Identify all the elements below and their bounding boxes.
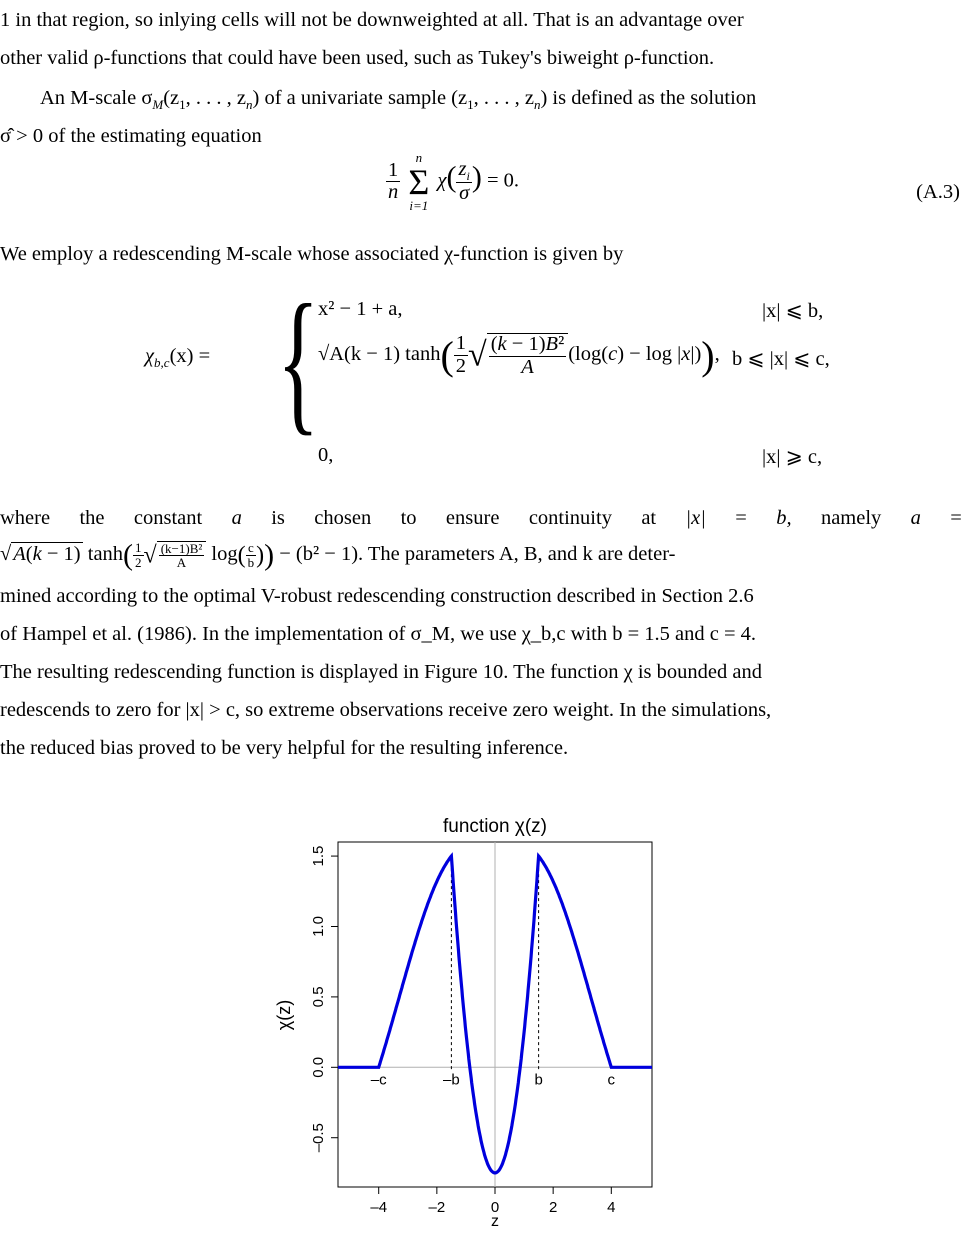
- y-tick-label: 0.5: [310, 986, 327, 1008]
- x-tick-label: 4: [607, 1199, 616, 1216]
- word: b,: [776, 507, 792, 529]
- x-tick-label: –2: [428, 1199, 446, 1216]
- text-line: the reduced bias proved to be very helpful for the resulting inference.: [0, 737, 569, 759]
- word: |x|: [685, 507, 706, 529]
- word: namely: [820, 507, 882, 529]
- text-line: The resulting redescending function is displayed in Figure 10. The function χ is bounded and: [0, 661, 762, 683]
- marker-label: –b: [443, 1071, 460, 1089]
- word: =: [735, 507, 747, 529]
- y-tick-label: 1.5: [310, 845, 327, 867]
- case-3: 0,: [318, 444, 334, 466]
- word: where: [0, 507, 51, 529]
- x-tick-label: 0: [490, 1199, 500, 1216]
- figure-chi-function: [260, 810, 680, 1230]
- word: constant: [133, 507, 203, 529]
- y-tick-label: 0.0: [310, 1056, 327, 1078]
- word: at: [641, 507, 657, 529]
- equation-label: (A.3): [916, 181, 960, 203]
- x-axis-label: z: [491, 1213, 499, 1230]
- chi-function-chart: [260, 810, 680, 1230]
- chi-lhs: $\chi_{b,c}(x)$ =: [145, 345, 211, 371]
- word: chosen: [314, 507, 372, 529]
- word: is: [271, 507, 285, 529]
- case-1: x² − 1 + a,: [318, 298, 403, 320]
- text-line: We employ a redescending M-scale whose associated χ-function is given by: [0, 243, 624, 265]
- x-tick-label: 2: [548, 1199, 558, 1216]
- marker-label: b: [534, 1071, 543, 1089]
- left-brace: {: [277, 271, 320, 449]
- word: =: [950, 507, 962, 529]
- marker-label: –c: [370, 1071, 387, 1089]
- text-line: redescends to zero for |x| > c, so extreme observations receive zero weight. In the simulations,: [0, 699, 772, 721]
- word: to: [400, 507, 417, 529]
- equation-a3: $\frac{1}{n}$ n Σ i=1 χ( $\frac{z_i}{\sigma}$ ) = 0.: [388, 150, 519, 213]
- x-tick-label: –4: [370, 1199, 388, 1216]
- marker-label: c: [607, 1071, 616, 1089]
- chart-title: function χ(z): [443, 816, 547, 837]
- y-axis-label: χ(z): [274, 999, 294, 1031]
- text-line: [0, 504, 962, 532]
- text-line: 1 in that region, so inlying cells will not be downweighted at all. That is an advantage over: [0, 9, 744, 31]
- condition-2: b ⩽ |x| ⩽ c,: [732, 348, 830, 370]
- text-line: of Hampel et al. (1986). In the implementation of σ_M, we use χ_b,c with b = 1.5 and c = 4.: [0, 623, 757, 645]
- y-tick-label: –0.5: [310, 1123, 327, 1153]
- text-line: √A(k − 1) tanh( $\frac{1}{2}$ √ $\frac{\text{(k−1)B²}}{A}$ log( $\frac{c}{b}$ )) − (b² − 1). The parameters A, B, and k are deter-: [0, 538, 676, 572]
- condition-1: |x| ⩽ b,: [762, 300, 824, 322]
- word: a: [910, 507, 921, 529]
- text-line: mined according to the optimal V-robust redescending construction described in Section 2.6: [0, 585, 754, 607]
- text-line: σ̂ > 0 of the estimating equation: [0, 125, 262, 147]
- condition-3: |x| ⩾ c,: [762, 446, 823, 468]
- word: a: [231, 507, 242, 529]
- text-line: other valid ρ-functions that could have been used, such as Tukey's biweight ρ-function.: [0, 47, 715, 69]
- text-line: An M-scale $\sigma_M(z_1$, . . . , $z_n$) of a univariate sample ($z_1$, . . . , $z_n$) is defined as the solution: [40, 87, 757, 113]
- word: continuity: [528, 507, 612, 529]
- case-2: √A(k − 1) tanh( $\frac{1}{2}$ √ $\frac{\text{(k − 1)B²}}{A}$ (log(c) − log |x|)),: [318, 332, 720, 378]
- word: the: [79, 507, 105, 529]
- word: ensure: [445, 507, 500, 529]
- y-tick-label: 1.0: [310, 916, 327, 937]
